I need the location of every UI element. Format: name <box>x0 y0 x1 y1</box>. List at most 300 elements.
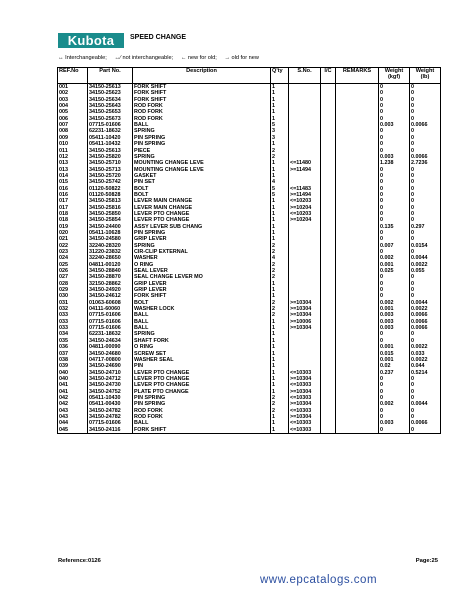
table-cell: 0.237 <box>379 369 410 375</box>
table-cell: 31220-23832 <box>88 249 133 255</box>
table-cell: LEVER PTO CHANGE <box>133 382 271 388</box>
table-cell: 07715-01606 <box>88 420 133 426</box>
table-cell: 0.0022 <box>410 306 441 312</box>
table-cell: 01120-50822 <box>88 186 133 192</box>
table-cell: 0 <box>410 217 441 223</box>
table-cell: 34150-25820 <box>88 154 133 160</box>
table-cell: 0.002 <box>379 300 410 306</box>
table-cell: 040 <box>58 376 88 382</box>
table-cell: GRIP LEVER <box>133 236 271 242</box>
table-cell: >=10304 <box>289 325 321 331</box>
table-cell <box>321 84 336 91</box>
legend-item: ← new for old; <box>180 55 217 61</box>
table-cell: 2 <box>271 395 289 401</box>
watermark: www.epcatalogs.com <box>260 574 378 586</box>
table-cell <box>289 84 321 91</box>
table-cell: 0 <box>379 205 410 211</box>
table-cell: 038 <box>58 357 88 363</box>
table-cell: 0 <box>379 192 410 198</box>
table-cell: 1 <box>271 420 289 426</box>
table-cell: 014 <box>58 173 88 179</box>
table-cell: >=10006 <box>289 319 321 325</box>
table-cell: 0.0022 <box>410 357 441 363</box>
table-cell: 0 <box>379 116 410 122</box>
table-cell: PIN SPRING <box>133 230 271 236</box>
table-cell: WASHER <box>133 255 271 261</box>
table-cell: CIR-CLIP EXTERNAL <box>133 249 271 255</box>
table-cell: 1 <box>271 97 289 103</box>
table-cell: 1 <box>271 338 289 344</box>
table-cell: 0.002 <box>379 255 410 261</box>
table-cell: LEVER MAIN CHANGE <box>133 198 271 204</box>
table-cell: 0.135 <box>379 224 410 230</box>
interchangeability-legend <box>58 55 438 61</box>
table-cell: 020 <box>58 230 88 236</box>
table-cell: 34150-25643 <box>88 103 133 109</box>
table-cell: 0 <box>379 217 410 223</box>
table-cell: 0 <box>410 274 441 280</box>
table-cell: 0.015 <box>379 350 410 356</box>
table-cell: 032 <box>58 306 88 312</box>
table-cell: BOLT <box>133 192 271 198</box>
table-cell: 1 <box>271 344 289 350</box>
table-cell: 0 <box>379 338 410 344</box>
table-cell: 026 <box>58 268 88 274</box>
table-cell: 034 <box>58 331 88 337</box>
table-cell: 2 <box>271 300 289 306</box>
table-cell: 1 <box>271 217 289 223</box>
table-cell: 1 <box>271 369 289 375</box>
table-cell: 1 <box>271 90 289 96</box>
table-cell: 0.0044 <box>410 401 441 407</box>
table-cell: 2 <box>271 243 289 249</box>
table-cell: 045 <box>58 427 88 434</box>
table-cell: 0 <box>410 109 441 115</box>
table-cell: 0 <box>410 287 441 293</box>
table-cell: 34150-25816 <box>88 205 133 211</box>
table-cell: WASHER LOCK <box>133 306 271 312</box>
table-cell: 2 <box>271 262 289 268</box>
table-cell: LEVER PTO CHANGE <box>133 211 271 217</box>
table-cell: 0.0066 <box>410 319 441 325</box>
table-cell: 0.0044 <box>410 300 441 306</box>
table-cell: SEAL LEVER <box>133 268 271 274</box>
table-cell: 009 <box>58 135 88 141</box>
table-cell: 0 <box>379 211 410 217</box>
table-cell: ROD FORK <box>133 414 271 420</box>
table-cell: 0 <box>379 128 410 134</box>
table-cell: <=10203 <box>289 198 321 204</box>
page-number: Page:25 <box>415 558 438 564</box>
column-header: I/C <box>321 68 336 84</box>
table-cell: SPRING <box>133 331 271 337</box>
table-cell: 011 <box>58 147 88 153</box>
table-cell: LEVER PTO CHANGE <box>133 376 271 382</box>
table-cell: BALL <box>133 325 271 331</box>
table-cell: 016 <box>58 186 88 192</box>
table-cell: 0.003 <box>379 312 410 318</box>
table-cell: FORK SHIFT <box>133 84 271 91</box>
table-cell: 021 <box>58 236 88 242</box>
table-cell: LEVER PTO CHANGE <box>133 217 271 223</box>
table-cell: LEVER MAIN CHANGE <box>133 205 271 211</box>
table-cell: FORK SHIFT <box>133 293 271 299</box>
table-cell: 0.001 <box>379 262 410 268</box>
table-cell: 022 <box>58 243 88 249</box>
table-cell: 012 <box>58 154 88 160</box>
table-cell: 2 <box>271 268 289 274</box>
table-cell: 34150-24612 <box>88 293 133 299</box>
table-row <box>58 427 441 434</box>
table-cell: 34150-25813 <box>88 198 133 204</box>
table-cell: 05411-10420 <box>88 135 133 141</box>
table-cell: BOLT <box>133 186 271 192</box>
table-cell: 0.044 <box>410 363 441 369</box>
table-cell: 0 <box>379 103 410 109</box>
legend-item: ↔∕ not interchangeable; <box>114 55 174 61</box>
table-cell: 07715-01606 <box>88 325 133 331</box>
table-cell: 0 <box>410 331 441 337</box>
table-cell: 34150-25613 <box>88 147 133 153</box>
table-cell: 2 <box>271 154 289 160</box>
table-cell: 0 <box>379 274 410 280</box>
table-cell: 0 <box>379 173 410 179</box>
table-cell: 32240-28320 <box>88 243 133 249</box>
table-cell: 1 <box>271 84 289 91</box>
table-header-row <box>58 68 441 84</box>
table-cell: 0 <box>410 198 441 204</box>
table-cell: 0.007 <box>379 243 410 249</box>
table-cell: BALL <box>133 312 271 318</box>
column-header: Weight (kgf) <box>379 68 410 84</box>
table-cell: ROD FORK <box>133 116 271 122</box>
table-cell: 0 <box>379 395 410 401</box>
table-cell: 0.001 <box>379 306 410 312</box>
table-cell: 1 <box>271 376 289 382</box>
table-cell: 1 <box>271 109 289 115</box>
table-cell: PLATE PTO CHANGE <box>133 389 271 395</box>
table-cell: 1 <box>271 331 289 337</box>
table-cell: 1 <box>271 198 289 204</box>
table-cell: 030 <box>58 293 88 299</box>
table-cell: 34150-28840 <box>88 268 133 274</box>
table-cell: <=10303 <box>289 369 321 375</box>
table-cell: 0.0154 <box>410 243 441 249</box>
table-cell: FORK SHIFT <box>133 97 271 103</box>
table-cell: 0 <box>379 186 410 192</box>
table-cell: 013 <box>58 160 88 166</box>
table-cell: 017 <box>58 198 88 204</box>
table-cell: 042 <box>58 401 88 407</box>
table-cell: 0 <box>379 90 410 96</box>
table-cell: 34150-25713 <box>88 166 133 172</box>
table-cell: 0 <box>410 408 441 414</box>
table-cell: 0 <box>410 338 441 344</box>
reference-number: Reference:0126 <box>58 558 101 564</box>
table-cell: >=11494 <box>289 192 321 198</box>
table-cell: 0.003 <box>379 420 410 426</box>
table-cell: 1 <box>271 281 289 287</box>
table-cell: 0 <box>410 395 441 401</box>
table-cell: 0 <box>379 408 410 414</box>
table-cell: 1 <box>271 287 289 293</box>
table-cell: O RING <box>133 262 271 268</box>
table-cell: 033 <box>58 319 88 325</box>
table-cell: 0.0066 <box>410 312 441 318</box>
table-cell: 2 <box>271 401 289 407</box>
table-cell: 006 <box>58 116 88 122</box>
table-cell: 32150-28862 <box>88 281 133 287</box>
table-cell: >=10304 <box>289 414 321 420</box>
table-cell: 2 <box>271 306 289 312</box>
table-cell: 002 <box>58 90 88 96</box>
table-cell: ROD FORK <box>133 103 271 109</box>
parts-table-body <box>58 84 441 434</box>
table-cell: 34150-24730 <box>88 382 133 388</box>
table-cell: SEAL CHANGE LEVER MO <box>133 274 271 280</box>
table-cell: 1 <box>271 325 289 331</box>
table-cell: 0.003 <box>379 319 410 325</box>
table-cell: 0 <box>379 382 410 388</box>
table-cell: SHAFT FORK <box>133 338 271 344</box>
table-cell: 0.003 <box>379 122 410 128</box>
column-header: S.No. <box>289 68 321 84</box>
table-cell: >=10304 <box>289 401 321 407</box>
table-cell: 2.7236 <box>410 160 441 166</box>
legend-item: → old for new <box>224 55 259 61</box>
table-cell: 2 <box>271 147 289 153</box>
table-cell: 0 <box>379 293 410 299</box>
table-cell: O RING <box>133 344 271 350</box>
table-cell: 0 <box>410 414 441 420</box>
table-cell: 017 <box>58 205 88 211</box>
table-row <box>58 84 441 91</box>
table-cell: 0.033 <box>410 350 441 356</box>
table-cell: 1 <box>271 363 289 369</box>
table-cell: <=10203 <box>289 211 321 217</box>
table-cell: 0 <box>410 141 441 147</box>
column-header: Part No. <box>88 68 133 84</box>
table-cell: PIN <box>133 363 271 369</box>
table-cell: 0 <box>379 135 410 141</box>
table-cell: 1 <box>271 173 289 179</box>
table-cell: 2 <box>271 274 289 280</box>
table-cell: 0 <box>379 147 410 153</box>
table-cell: 1 <box>271 382 289 388</box>
table-cell: 0 <box>379 109 410 115</box>
table-cell: 0 <box>410 173 441 179</box>
table-cell: 0 <box>379 414 410 420</box>
table-cell: 0 <box>410 84 441 91</box>
table-cell <box>321 427 336 434</box>
table-cell: 0 <box>410 427 441 434</box>
table-cell: ROD FORK <box>133 109 271 115</box>
table-cell: 1 <box>271 224 289 230</box>
table-cell: 1 <box>271 230 289 236</box>
table-cell: 34150-24920 <box>88 287 133 293</box>
table-cell: >=10204 <box>289 217 321 223</box>
table-cell: 0 <box>379 281 410 287</box>
table-cell: 0.02 <box>379 363 410 369</box>
table-cell: 07715-01606 <box>88 319 133 325</box>
table-cell: 05411-00430 <box>88 401 133 407</box>
table-cell: 0 <box>410 179 441 185</box>
table-cell: 1 <box>271 350 289 356</box>
table-cell: 0 <box>410 186 441 192</box>
table-cell: <=10303 <box>289 427 321 434</box>
table-cell: 0 <box>410 205 441 211</box>
table-cell: 043 <box>58 414 88 420</box>
table-cell: 07715-01606 <box>88 122 133 128</box>
table-cell: 34150-24752 <box>88 389 133 395</box>
table-cell: 008 <box>58 128 88 134</box>
table-cell: 0.0066 <box>410 154 441 160</box>
table-cell: 1 <box>271 293 289 299</box>
table-cell: 033 <box>58 325 88 331</box>
table-cell: 01120-50828 <box>88 192 133 198</box>
table-cell: SPRING <box>133 154 271 160</box>
table-cell: 0.0044 <box>410 255 441 261</box>
column-header: REMARKS <box>336 68 379 84</box>
table-cell: 0 <box>410 236 441 242</box>
table-cell: 037 <box>58 350 88 356</box>
table-cell: PIN SPRING <box>133 135 271 141</box>
table-cell: 1 <box>271 414 289 420</box>
table-cell: 0 <box>410 128 441 134</box>
table-cell: 34150-25850 <box>88 211 133 217</box>
table-cell: 007 <box>58 122 88 128</box>
table-cell: <=10303 <box>289 382 321 388</box>
table-cell: 34150-24782 <box>88 408 133 414</box>
table-cell: 033 <box>58 312 88 318</box>
table-cell: 1 <box>271 116 289 122</box>
table-cell: 0.003 <box>379 325 410 331</box>
table-cell: 34150-24580 <box>88 236 133 242</box>
table-cell: 34150-25613 <box>88 84 133 91</box>
table-cell: 4 <box>271 255 289 261</box>
table-cell: 34150-25742 <box>88 179 133 185</box>
table-cell: 34150-24712 <box>88 376 133 382</box>
table-cell: FORK SHIFT <box>133 427 271 434</box>
table-cell: >=10304 <box>289 389 321 395</box>
table-cell: 34150-25854 <box>88 217 133 223</box>
table-cell: 0 <box>379 230 410 236</box>
table-cell: 34150-28870 <box>88 274 133 280</box>
table-cell: 05411-10432 <box>88 141 133 147</box>
table-cell: 1 <box>271 205 289 211</box>
table-cell: 1 <box>271 211 289 217</box>
table-cell: 34150-25623 <box>88 90 133 96</box>
table-cell: 031 <box>58 300 88 306</box>
table-cell <box>336 84 379 91</box>
table-cell: 2 <box>271 312 289 318</box>
table-cell: 0 <box>379 376 410 382</box>
table-cell: 34150-24680 <box>88 350 133 356</box>
column-header: REF.No <box>58 68 88 84</box>
table-cell: 34150-25720 <box>88 173 133 179</box>
table-cell: <=11483 <box>289 186 321 192</box>
table-cell: 5 <box>271 186 289 192</box>
table-cell: 040 <box>58 369 88 375</box>
table-cell: 32240-28650 <box>88 255 133 261</box>
table-cell: 0.0022 <box>410 262 441 268</box>
table-cell: 34150-24116 <box>88 427 133 434</box>
table-cell: 042 <box>58 395 88 401</box>
table-cell: 34150-24634 <box>88 338 133 344</box>
table-cell: <=11480 <box>289 160 321 166</box>
table-cell <box>336 427 379 434</box>
table-cell: 028 <box>58 281 88 287</box>
table-cell: 0 <box>379 141 410 147</box>
table-cell: 34150-25634 <box>88 97 133 103</box>
table-cell: LEVER PTO CHANGE <box>133 369 271 375</box>
table-cell: 0.0066 <box>410 325 441 331</box>
table-cell: 04717-00800 <box>88 357 133 363</box>
table-cell: 0 <box>379 249 410 255</box>
table-cell: 4 <box>271 179 289 185</box>
table-cell: 0 <box>410 211 441 217</box>
table-cell: 0 <box>410 230 441 236</box>
table-cell: GRIP LEVER <box>133 281 271 287</box>
table-cell: BOLT <box>133 300 271 306</box>
table-cell: 1 <box>271 236 289 242</box>
table-cell: 0 <box>410 293 441 299</box>
table-cell: 0.001 <box>379 357 410 363</box>
table-cell: >=11494 <box>289 166 321 172</box>
table-cell: 044 <box>58 420 88 426</box>
table-cell: 0 <box>379 198 410 204</box>
table-cell: 0 <box>410 135 441 141</box>
table-cell: 07715-01606 <box>88 312 133 318</box>
table-cell: 018 <box>58 211 88 217</box>
table-cell: 0 <box>379 84 410 91</box>
table-cell: 041 <box>58 382 88 388</box>
table-cell: 0 <box>379 179 410 185</box>
table-cell: 0.297 <box>410 224 441 230</box>
table-cell: BALL <box>133 319 271 325</box>
table-cell: 0.055 <box>410 268 441 274</box>
table-cell: 01063-60608 <box>88 300 133 306</box>
table-cell: 0.025 <box>379 268 410 274</box>
table-cell: 0 <box>410 166 441 172</box>
table-cell: 1 <box>271 160 289 166</box>
table-cell: 0 <box>410 116 441 122</box>
table-cell: 1.238 <box>379 160 410 166</box>
table-cell: 34150-24690 <box>88 363 133 369</box>
table-cell: 0 <box>379 166 410 172</box>
table-cell: 05411-10628 <box>88 230 133 236</box>
table-cell: 0.001 <box>379 344 410 350</box>
table-cell: 0 <box>410 90 441 96</box>
table-cell: BALL <box>133 122 271 128</box>
column-header: Description <box>133 68 271 84</box>
table-cell: <=10303 <box>289 420 321 426</box>
table-cell: PIN SPRING <box>133 395 271 401</box>
table-cell: 2 <box>271 408 289 414</box>
table-cell: 34150-25653 <box>88 109 133 115</box>
table-cell: >=10204 <box>289 205 321 211</box>
table-cell: 016 <box>58 192 88 198</box>
table-cell: 5 <box>271 192 289 198</box>
table-cell: 003 <box>58 97 88 103</box>
table-cell: 015 <box>58 179 88 185</box>
table-cell: 34150-25710 <box>88 160 133 166</box>
table-cell: 1 <box>271 357 289 363</box>
column-header: Weight (lb) <box>410 68 441 84</box>
table-cell: MOUNTING CHANGE LEVE <box>133 160 271 166</box>
table-cell: 0 <box>410 249 441 255</box>
table-cell: 0 <box>379 287 410 293</box>
